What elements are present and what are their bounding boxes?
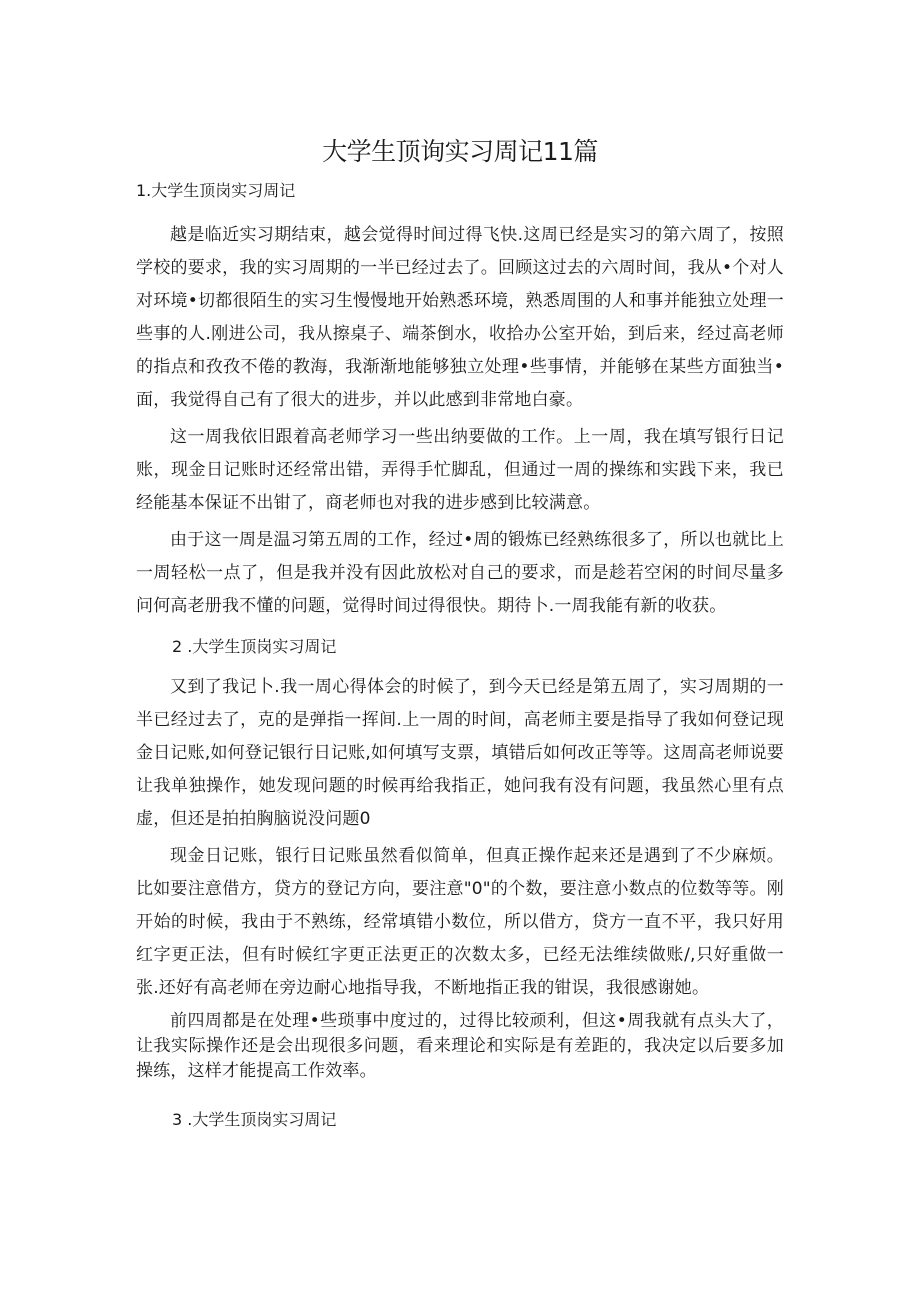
document-title: 大学生顶询实习周记11篇 [322,137,598,166]
section-spacer [136,627,784,637]
section-1-paragraph-1: 越是临近实习期结束，越会觉得时间过得飞快.这周已经是实习的第六周了，按照学校的要求，我的实习周期的一半已经过去了。回顾这过去的六周时间，我从•个对人对环境•切都很陌生的实习生慢慢地开始熟悉环境，熟悉周围的人和事并能独立处理一些事的人.刚进公司，我从擦桌子、端茶倒水，收拾办公室开始，到后来，经过高老师的指点和孜孜不倦的教海，我渐渐地能够独立处理•些事情，并能够在某些方面独当•面，我觉得自己有了很大的进步，并以此感到非常地白豪。 [136,225,784,410]
document-body [136,181,784,1144]
section-2-paragraph-1: 又到了我记卜.我一周心得体会的时候了，到今天已经是第五周了，实习周期的一半已经过去了，克的是弹指一挥间.上一周的时间，高老师主要是指导了我如何登记现金日记账,如何登记银行日记账,如何填写支票，填错后如何改正等等。这周高老师说要让我单独操作，她发现问题的时候再给我指正，她问我有没有问题，我虽然心里有点虚，但还是拍拍胸脑说没问题0 [136,677,784,829]
section-spacer [136,1088,784,1110]
section-heading-1: 1.大学生顶岗实习周记 [136,181,296,200]
section-1-paragraph-3: 由于这一周是温习第五周的工作，经过•周的锻炼已经熟练很多了，所以也就比上一周轻松一点了，但是我并没有因此放松对自己的要求，而是趁若空闲的时间尽量多问何高老册我不懂的问题，觉得时间过得很快。期待卜.一周我能有新的收获。 [136,530,784,616]
section-2-paragraph-3: 前四周都是在处理•些琐事中度过的，过得比较顽利，但这•周我就有点头大了，让我实际操作还是会出现很多问题，看来理论和实际是有差距的，我决定以后要多加操练，这样才能提高工作效率。 [136,1011,784,1081]
section-2-paragraph-2: 现金日记账，银行日记账虽然看似简单，但真正操作起来还是遇到了不少麻烦。比如要注意借方，贷方的登记方向，要注意"0"的个数，要注意小数点的位数等等。刚开始的时候，我由于不熟练，经常填错小数位，所以借方，贷方一直不平，我只好用红字更正法，但有时候红字更正法更正的次数太多，已经无法维续做账/,只好重做一张.还好有高老师在旁边耐心地指导我，不断地指正我的钳误，我很感谢她。 [136,846,784,998]
section-heading-3: 3 .大学生顶岗实习周记 [172,1110,337,1129]
section-1-paragraph-2: 这一周我依旧跟着高老师学习一些出纳要做的工作。上一周，我在填写银行日记账，现金日记账时还经常出错，弄得手忙脚乱，但通过一周的操练和实践下来，我已经能基本保证不出钳了，商老师也对我的进步感到比较满意。 [136,427,784,513]
section-heading-2: 2 .大学生顶岗实习周记 [172,637,337,656]
